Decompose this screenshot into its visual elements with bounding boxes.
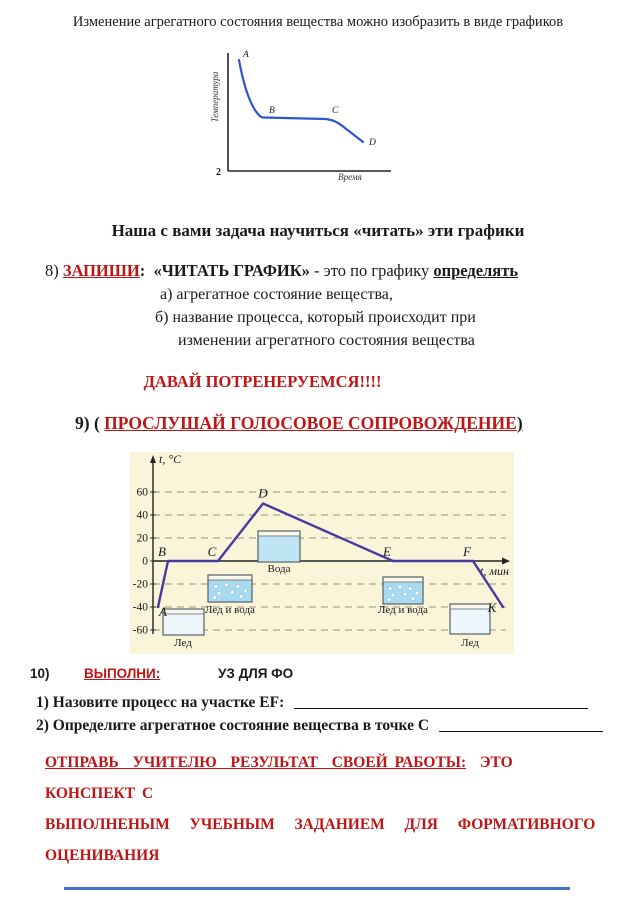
answer-blank-1[interactable] <box>294 694 588 709</box>
svg-text:Вода: Вода <box>267 563 291 575</box>
task-8-line <box>45 261 518 281</box>
task-9-close-paren: ) <box>516 413 523 433</box>
svg-text:Лед: Лед <box>174 637 192 649</box>
task-8-term: «ЧИТАТЬ ГРАФИК» <box>153 261 310 280</box>
lesson-goal-heading: Наша с вами задача научиться «читать» эти графики <box>111 221 525 240</box>
svg-text:K: K <box>487 600 497 615</box>
task-8-item-b: б) название процесса, который происходит при <box>155 309 476 326</box>
svg-text:40: 40 <box>136 509 148 522</box>
svg-text:F: F <box>463 544 471 559</box>
task-10-do-label: ВЫПОЛНИ: <box>84 666 161 681</box>
svg-text:t, мин: t, мин <box>480 564 509 578</box>
task-8-write-label: ЗАПИШИ <box>62 261 140 280</box>
task-9-number: 9) ( <box>75 413 105 433</box>
svg-text:A: A <box>159 604 167 619</box>
task-9-line <box>75 413 523 434</box>
question-1-text: 1) Назовите процесс на участке EF: <box>36 694 289 711</box>
footer-line-3: ОЦЕНИВАНИЯ <box>45 847 160 864</box>
question-2-text: 2) Определите агрегатное состояние вещества в точке C <box>36 717 433 734</box>
svg-text:Лед и вода: Лед и вода <box>205 604 255 616</box>
task-8-item-a: а) агрегатное состояние вещества, <box>160 286 393 303</box>
bottom-divider-line <box>64 887 570 890</box>
svg-text:20: 20 <box>136 532 148 545</box>
svg-text:D: D <box>369 138 376 148</box>
footer-line-2: ВЫПОЛНЕНЫМ УЧЕБНЫМ ЗАДАНИЕМ ДЛЯ ФОРМАТИВНОГО <box>45 816 596 833</box>
svg-text:2: 2 <box>216 167 221 178</box>
practice-heading: ДАВАЙ ПОТРЕНЕРУЕМСЯ!!!! <box>143 372 382 391</box>
page-title: Изменение агрегатного состояния вещества можно изобразить в виде графиков <box>72 14 564 30</box>
footer-line-1 <box>45 747 605 809</box>
footer-underlined-part: ОТПРАВЬ УЧИТЕЛЮ РЕЗУЛЬТАТ СВОЕЙ РАБОТЫ: <box>45 754 467 771</box>
task-10-number: 10) <box>30 666 50 681</box>
task-8-emphasis: определять <box>433 261 519 280</box>
svg-text:Лед: Лед <box>461 637 479 649</box>
task-8-item-b-cont: изменении агрегатного состояния вещества <box>178 332 475 349</box>
svg-text:-40: -40 <box>132 601 148 614</box>
task-8-definition: - это по графику <box>309 261 434 280</box>
svg-text:C: C <box>332 106 339 116</box>
heating-cooling-graph <box>130 452 514 654</box>
svg-text:Температура: Температура <box>210 71 220 123</box>
svg-text:B: B <box>269 106 275 116</box>
question-1 <box>36 694 588 712</box>
svg-text:B: B <box>158 544 166 559</box>
question-2 <box>36 717 603 735</box>
svg-text:0: 0 <box>142 555 148 568</box>
task-10-code: УЗ ДЛЯ ФО <box>218 666 294 681</box>
svg-text:t, °C: t, °C <box>159 452 182 466</box>
svg-text:C: C <box>207 544 217 559</box>
answer-blank-2[interactable] <box>439 717 603 732</box>
svg-text:A: A <box>243 50 249 60</box>
svg-text:D: D <box>258 485 268 501</box>
svg-text:Лед и вода: Лед и вода <box>378 604 428 616</box>
small-cooling-graph <box>185 47 400 187</box>
task-8-number: 8) <box>45 261 63 280</box>
voice-accompaniment-link[interactable]: ПРОСЛУШАЙ ГОЛОСОВОЕ СОПРОВОЖДЕНИЕ <box>104 413 517 433</box>
svg-text:60: 60 <box>136 486 148 499</box>
task-8-colon: : <box>139 261 154 280</box>
svg-text:Время: Время <box>338 172 362 182</box>
svg-text:-20: -20 <box>132 578 148 591</box>
send-to-teacher-note <box>45 747 605 871</box>
footer-line-1-tail: ЭТО КОНСПЕКТ С <box>45 754 520 802</box>
svg-text:E: E <box>383 544 391 559</box>
svg-text:-60: -60 <box>132 624 148 637</box>
